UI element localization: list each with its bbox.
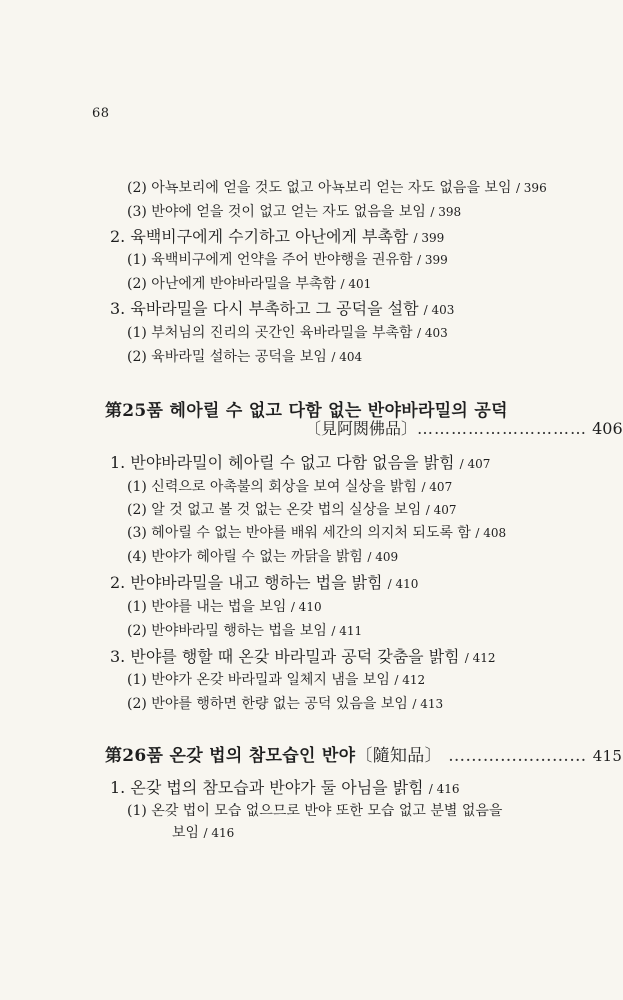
chapter-title: 第26품 온갖 법의 참모습인 반야〔隨知品〕 …………………… 415	[105, 746, 623, 766]
chapter-title: 第25품 헤아릴 수 없고 다함 없는 반야바라밀의 공덕	[105, 401, 508, 421]
toc-entry: (2) 아뇩보리에 얻을 것도 없고 아뇩보리 얻는 자도 없음을 보임 / 396	[127, 180, 547, 196]
toc-entry: (2) 반야를 행하면 한량 없는 공덕 있음을 보임 / 413	[127, 696, 444, 712]
toc-entry: (3) 헤아릴 수 없는 반야를 배워 세간의 의지처 되도록 함 / 408	[127, 525, 507, 541]
chapter-subtitle-line: 〔見阿閦佛品〕………………………… 406	[305, 419, 623, 438]
toc-entry: (2) 알 것 없고 볼 것 없는 온갖 법의 실상을 보임 / 407	[127, 502, 457, 518]
toc-entry: 1. 온갖 법의 참모습과 반야가 둘 아님을 밝힘 / 416	[110, 778, 460, 797]
toc-entry: (2) 반야바라밀 행하는 법을 보임 / 411	[127, 623, 363, 639]
toc-entry: 2. 육백비구에게 수기하고 아난에게 부촉함 / 399	[110, 227, 445, 246]
page-number: 68	[92, 106, 110, 121]
toc-entry: (1) 부처님의 진리의 곳간인 육바라밀을 부촉함 / 403	[127, 325, 448, 341]
toc-entry: (1) 육백비구에게 언약을 주어 반야행을 권유함 / 399	[127, 252, 448, 268]
toc-entry: (1) 반야가 온갖 바라밀과 일체지 냄을 보임 / 412	[127, 672, 426, 688]
toc-entry: 3. 반야를 행할 때 온갖 바라밀과 공덕 갖춤을 밝힘 / 412	[110, 647, 496, 666]
toc-entry: 1. 반야바라밀이 헤아릴 수 없고 다함 없음을 밝힘 / 407	[110, 453, 491, 472]
toc-entry: (1) 신력으로 아촉불의 회상을 보여 실상을 밝힘 / 407	[127, 479, 453, 495]
toc-entry: (2) 육바라밀 설하는 공덕을 보임 / 404	[127, 349, 363, 365]
toc-entry: (1) 온갖 법이 모습 없으므로 반야 또한 모습 없고 분별 없음을	[127, 803, 503, 819]
toc-entry: 2. 반야바라밀을 내고 행하는 법을 밝힘 / 410	[110, 573, 419, 592]
toc-entry: 3. 육바라밀을 다시 부촉하고 그 공덕을 설함 / 403	[110, 299, 455, 318]
toc-entry: (2) 아난에게 반야바라밀을 부촉함 / 401	[127, 276, 372, 292]
toc-entry: (1) 반야를 내는 법을 보임 / 410	[127, 599, 322, 615]
toc-entry: (3) 반야에 얻을 것이 없고 얻는 자도 없음을 보임 / 398	[127, 204, 462, 220]
toc-entry: (4) 반야가 헤아릴 수 없는 까닭을 밝힘 / 409	[127, 549, 399, 565]
toc-entry-continuation: 보임 / 416	[172, 825, 235, 841]
